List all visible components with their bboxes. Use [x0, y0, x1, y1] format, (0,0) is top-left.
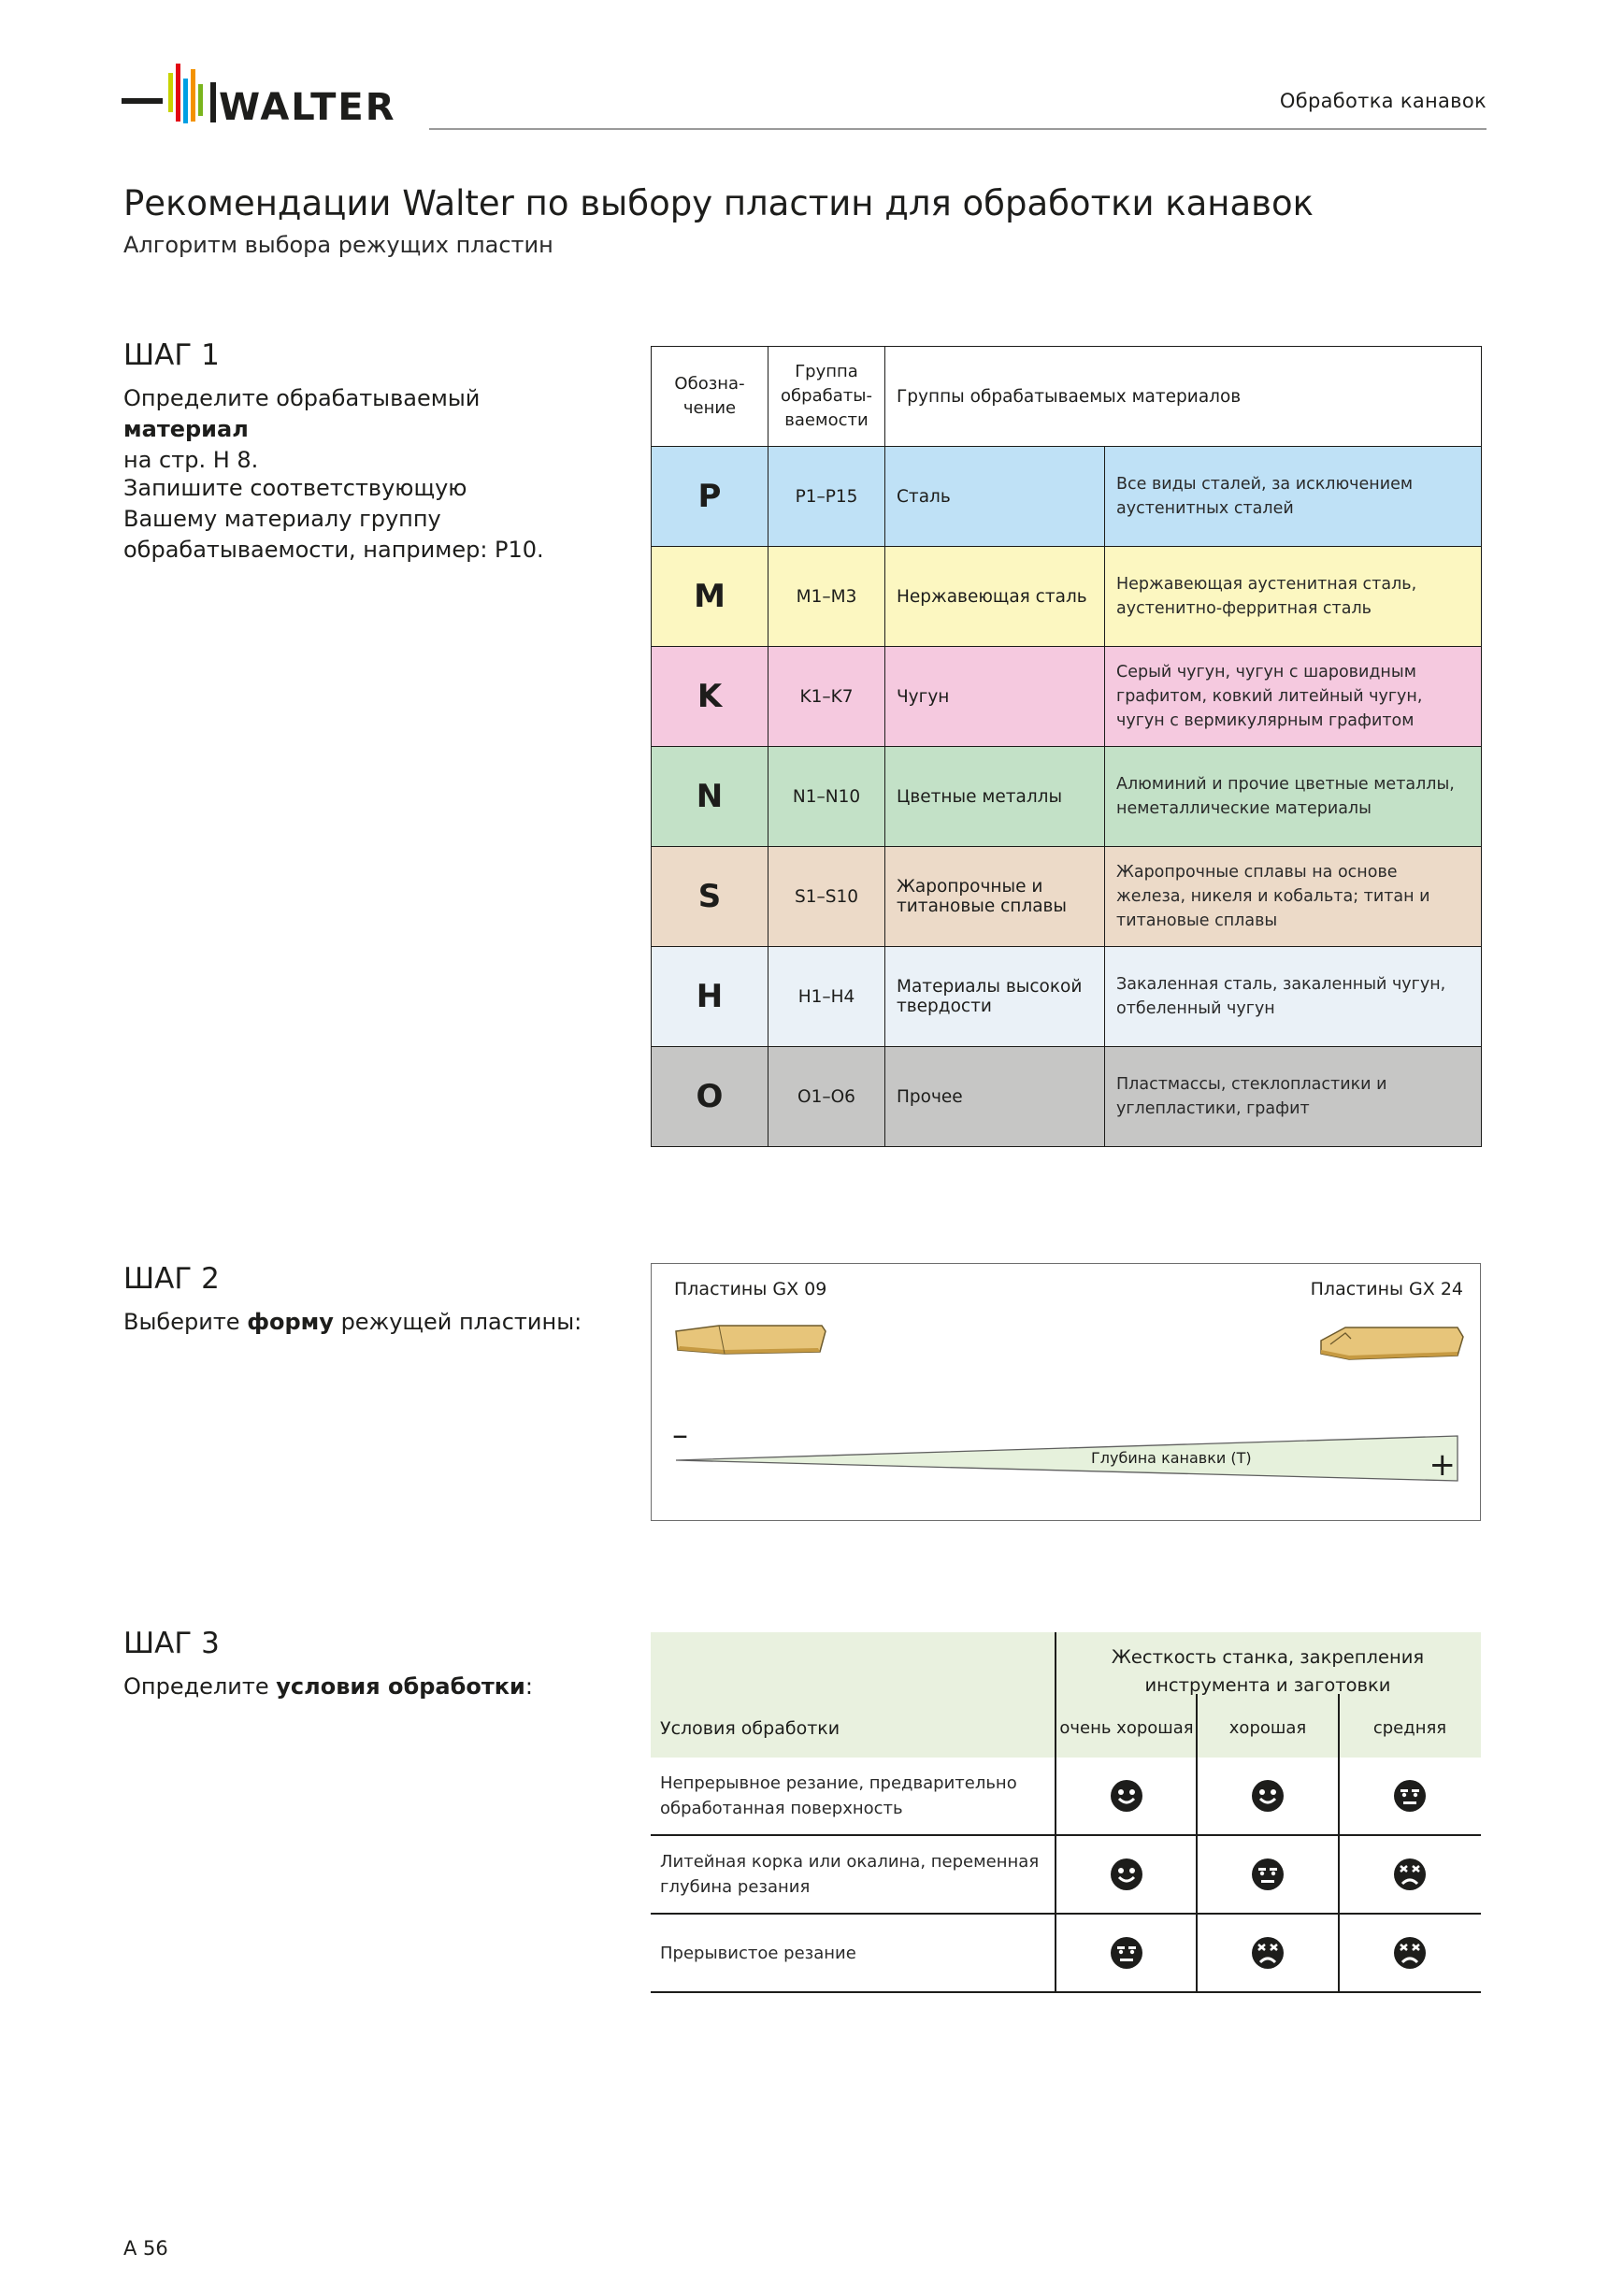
column-divider — [1338, 1758, 1340, 1834]
walter-logo — [122, 60, 402, 133]
step1-paragraph: Запишите соответствующую Вашему материалу группу обрабатываемости, например: P10. — [123, 475, 544, 563]
condition-row — [651, 1836, 1481, 1915]
depth-wedge — [670, 1432, 1465, 1486]
step2-text-pre: Выберите — [123, 1309, 248, 1335]
material-row-m — [652, 547, 1482, 647]
column-divider — [1196, 1758, 1198, 1834]
header-group: Группа обрабаты-ваемости — [768, 347, 885, 447]
material-name: Материалы высокой твердости — [885, 947, 1105, 1047]
depth-label: Глубина канавки (T) — [1091, 1449, 1252, 1467]
column-divider — [1055, 1836, 1056, 1913]
material-group: N1–N10 — [768, 747, 885, 847]
page-number: A 56 — [123, 2237, 168, 2260]
step2-text-bold: форму — [247, 1309, 334, 1335]
rating-bad-icon — [1393, 1858, 1427, 1891]
column-divider — [1338, 1915, 1340, 1991]
material-code: P — [652, 447, 768, 547]
column-divider — [1055, 1758, 1056, 1834]
col-good: хорошая — [1228, 1718, 1307, 1738]
plus-icon: + — [1429, 1446, 1456, 1484]
material-row-s — [652, 847, 1482, 947]
rating-good-icon — [1251, 1779, 1285, 1813]
material-code: O — [652, 1047, 768, 1147]
minus-icon: – — [672, 1416, 688, 1454]
page-title: Рекомендации Walter по выбору пластин для обработки канавок — [123, 183, 1314, 223]
material-row-n — [652, 747, 1482, 847]
condition-label: Литейная корка или окалина, переменная глубина резания — [660, 1852, 1040, 1897]
material-name: Сталь — [885, 447, 1105, 547]
page-subtitle: Алгоритм выбора режущих пластин — [123, 232, 553, 258]
material-name: Цветные металлы — [885, 747, 1105, 847]
column-divider — [1338, 1836, 1340, 1913]
col-medium: средняя — [1372, 1718, 1447, 1738]
material-name: Жаропрочные и титановые сплавы — [885, 847, 1105, 947]
header-material-groups: Группы обрабатываемых материалов — [885, 347, 1482, 447]
materials-header-row — [652, 347, 1482, 447]
material-description: Все виды сталей, за исключением аустенитных сталей — [1105, 447, 1482, 547]
column-divider — [1196, 1836, 1198, 1913]
rating-neutral-icon — [1110, 1936, 1143, 1970]
gx09-label: Пластины GX 09 — [674, 1279, 827, 1299]
material-name: Нержавеющая сталь — [885, 547, 1105, 647]
material-description: Закаленная сталь, закаленный чугун, отбеленный чугун — [1105, 947, 1482, 1047]
rating-bad-icon — [1251, 1936, 1285, 1970]
material-code: S — [652, 847, 768, 947]
header-divider-vertical — [1055, 1632, 1056, 1758]
rating-neutral-icon — [1393, 1779, 1427, 1813]
step1-text — [123, 383, 591, 476]
material-code: K — [652, 647, 768, 747]
step1-text-pre: Определите обрабатываемый — [123, 385, 481, 411]
materials-table — [651, 346, 1482, 1147]
material-description: Пластмассы, стеклопластики и углепластики, графит — [1105, 1047, 1482, 1147]
rating-good-icon — [1110, 1779, 1143, 1813]
condition-row — [651, 1915, 1481, 1993]
material-row-p — [652, 447, 1482, 547]
step2-text — [123, 1307, 582, 1338]
step1-heading: ШАГ 1 — [123, 338, 220, 372]
step3-text-post: : — [524, 1673, 533, 1700]
condition-row — [651, 1758, 1481, 1836]
gx24-insert-icon — [1317, 1324, 1467, 1365]
step2-heading: ШАГ 2 — [123, 1262, 220, 1296]
material-description: Серый чугун, чугун с шаровидным графитом, ковкий литейный чугун, чугун с вермикулярным графитом — [1105, 647, 1482, 747]
material-code: H — [652, 947, 768, 1047]
material-group: M1–M3 — [768, 547, 885, 647]
condition-label: Непрерывное резание, предварительно обработанная поверхность — [660, 1773, 1017, 1818]
step2-text-post: режущей пластины: — [333, 1309, 582, 1335]
material-name: Чугун — [885, 647, 1105, 747]
conditions-header-label: Условия обработки — [660, 1718, 840, 1739]
gx24-label: Пластины GX 24 — [1310, 1279, 1463, 1299]
step3-text — [123, 1672, 533, 1702]
rating-good-icon — [1110, 1858, 1143, 1891]
step3-text-bold: условия обработки — [276, 1673, 525, 1700]
header-divider — [429, 128, 1487, 130]
material-description: Жаропрочные сплавы на основе железа, никеля и кобальта; титан и титановые сплавы — [1105, 847, 1482, 947]
material-group: O1–O6 — [768, 1047, 885, 1147]
material-code: N — [652, 747, 768, 847]
conditions-header — [651, 1632, 1481, 1758]
material-row-o — [652, 1047, 1482, 1147]
rating-bad-icon — [1393, 1936, 1427, 1970]
section-title: Обработка канавок — [1279, 90, 1487, 112]
column-divider — [1055, 1915, 1056, 1991]
step1-text-bold: материал — [123, 416, 249, 442]
material-description: Алюминий и прочие цветные металлы, неметаллические материалы — [1105, 747, 1482, 847]
col-very-good: очень хорошая — [1059, 1718, 1194, 1738]
material-group: S1–S10 — [768, 847, 885, 947]
material-description: Нержавеющая аустенитная сталь, аустенитно-ферритная сталь — [1105, 547, 1482, 647]
material-group: K1–K7 — [768, 647, 885, 747]
material-group: H1–H4 — [768, 947, 885, 1047]
condition-label: Прерывистое резание — [660, 1943, 856, 1963]
header-code: Обозна-чение — [652, 347, 768, 447]
material-row-h — [652, 947, 1482, 1047]
material-row-k — [652, 647, 1482, 747]
svg-text:WALTER: WALTER — [219, 86, 396, 129]
material-group: P1–P15 — [768, 447, 885, 547]
rating-neutral-icon — [1251, 1858, 1285, 1891]
step3-text-pre: Определите — [123, 1673, 277, 1700]
step3-heading: ШАГ 3 — [123, 1627, 220, 1660]
rigidity-header: Жесткость станка, закрепления инструмента и заготовки — [1111, 1646, 1425, 1696]
material-code: M — [652, 547, 768, 647]
step1-text-line2: на стр. H 8. — [123, 447, 259, 473]
column-divider — [1196, 1915, 1198, 1991]
material-name: Прочее — [885, 1047, 1105, 1147]
gx09-insert-icon — [672, 1324, 831, 1361]
insert-shape-panel — [651, 1263, 1481, 1521]
